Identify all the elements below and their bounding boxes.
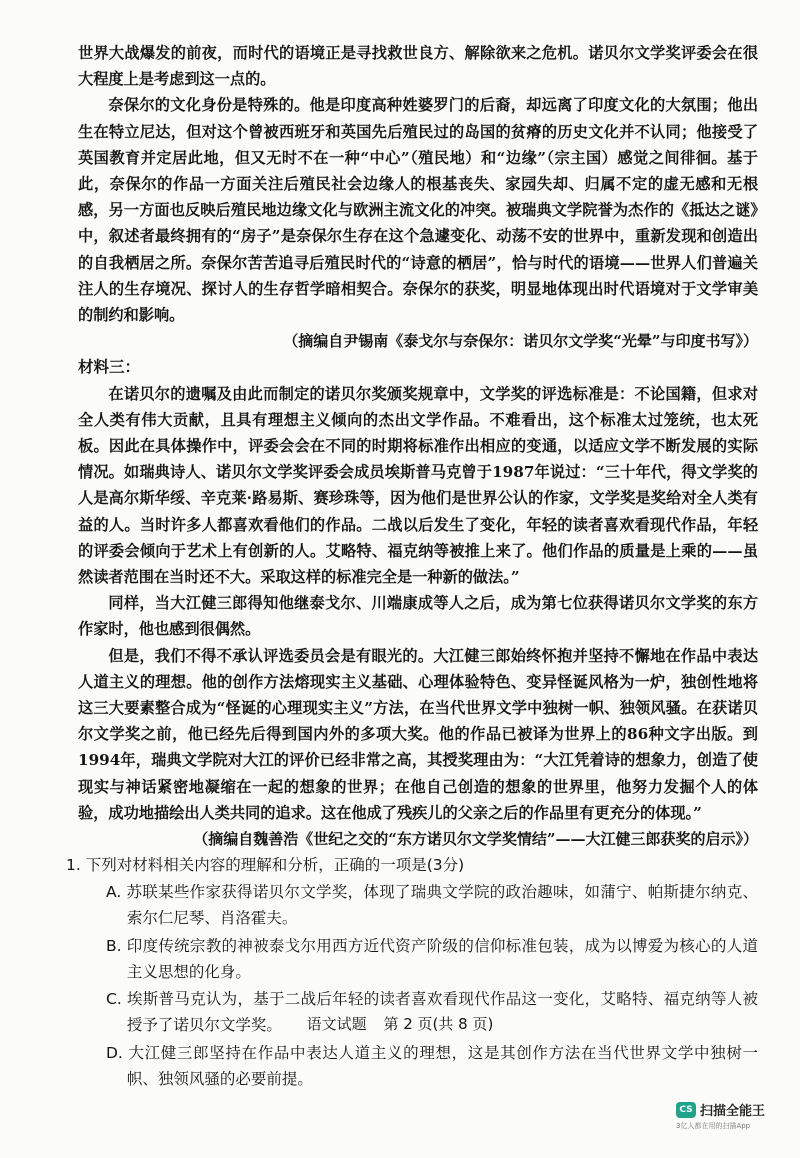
question-1 bbox=[66, 852, 758, 1092]
passage-paragraph-1: 世界大战爆发的前夜，而时代的语境正是寻找救世良方、解除欲来之危机。诺贝尔文学奖评委会在很大程度上是考虑到这一点的。 bbox=[78, 44, 758, 89]
exam-page bbox=[66, 40, 758, 1093]
footer-subject: 语文试题 bbox=[306, 1015, 367, 1033]
footer-page-number: 第 2 页(共 8 页) bbox=[383, 1015, 494, 1033]
material-three-heading: 材料三： bbox=[78, 357, 141, 377]
option-b: B. 印度传统宗教的神被泰戈尔用西方近代资产阶级的信仰标准包装，成为以博爱为核心的人道主义思想的化身。 bbox=[106, 936, 758, 981]
option-c: C. 埃斯普马克认为，基于二战后年轻的读者喜欢看现代作品这一变化，艾略特、福克纳等人被授予了诺贝尔文学奖。 bbox=[106, 990, 758, 1035]
source-citation-2: （摘编自魏善浩《世纪之交的“东方诺贝尔文学奖情结”——大江健三郎获奖的启示》） bbox=[193, 830, 758, 849]
source-citation-1: （摘编自尹锡南《泰戈尔与奈保尔：诺贝尔文学奖“光晕”与印度书写》） bbox=[283, 332, 758, 351]
option-d: D. 大江健三郎坚持在作品中表达人道主义的理想，这是其创作方法在当代世界文学中独树一帜、独领风骚的必要前提。 bbox=[106, 1044, 758, 1088]
passage-paragraph-4: 同样，当大江健三郎得知他继泰戈尔、川端康成等人之后，成为第七位获得诺贝尔文学奖的东方作家时，他也感到很偶然。 bbox=[78, 594, 758, 639]
watermark-name: 扫描全能王 bbox=[700, 1104, 766, 1119]
camscanner-logo-icon: CS bbox=[676, 1102, 696, 1118]
option-a: A. 苏联某些作家获得诺贝尔文学奖，体现了瑞典文学院的政治趣味，如蒲宁、帕斯捷尔纳克、索尔仁尼琴、肖洛霍夫。 bbox=[106, 883, 758, 928]
question-stem: 1. 下列对材料相关内容的理解和分析，正确的一项是(3分) bbox=[66, 856, 465, 875]
passage-paragraph-2: 奈保尔的文化身份是特殊的。他是印度高种姓婆罗门的后裔，却远离了印度文化的大氛围；他出生在特立尼达，但对这个曾被西班牙和英国先后殖民过的岛国的贫瘠的历史文化并不认同；他接受了英国教育并定居此地，但又无时不在一种“中心”（殖民地）和“边缘”（宗主国）感觉之间徘徊。基于此，奈保尔的作品一方面关注后殖民社会边缘人的根基丧失、家园失却、归属不定的虚无感和无根感，另一方面也反映后殖民地边缘文化与欧洲主流文化的冲突。被瑞典文学院誉为杰作的《抵达之谜》中，叙述者最终拥有的“房子”是奈保尔生存在这个急遽变化、动荡不安的世界中，重新发现和创造出的自我栖居之所。奈保尔苦苦追寻后殖民时代的“诗意的栖居”，恰与时代的语境——世界人们普遍关注人的生存境况、探讨人的生存哲学暗相契合。奈保尔的获奖，明显地体现出时代语境对于文学审美的制约和影响。 bbox=[78, 96, 758, 325]
passage-paragraph-3: 在诺贝尔的遗嘱及由此而制定的诺贝尔奖颁奖规章中，文学奖的评选标准是：不论国籍，但求对全人类有伟大贡献，且具有理想主义倾向的杰出文学作品。不难看出，这个标准太过笼统，也太死板。因此在具体操作中，评委会会在不同的时期将标准作出相应的变通，以适应文学不断发展的实际情况。如瑞典诗人、诺贝尔文学奖评委会成员埃斯普马克曾于1987年说过：“三十年代，得文学奖的人是高尔斯华绥、辛克莱·路易斯、赛珍珠等，因为他们是世界公认的作家，文学奖是奖给对全人类有益的人。当时许多人都喜欢看他们的作品。二战以后发生了变化，年轻的读者喜欢看现代作品，年轻的评委会倾向于艺术上有创新的人。艾略特、福克纳等被推上来了。他们作品的质量是上乘的——虽然读者范围在当时还不大。采取这样的标准完全是一种新的做法。” bbox=[78, 384, 758, 587]
watermark-tagline: 3亿人都在用的扫描App bbox=[676, 1122, 751, 1130]
page-footer bbox=[0, 1013, 800, 1034]
scanner-watermark bbox=[676, 1100, 786, 1131]
passage-paragraph-5: 但是，我们不得不承认评选委员会是有眼光的。大江健三郎始终怀抱并坚持不懈地在作品中表达人道主义的理想。他的创作方法熔现实主义基础、心理体验特色、变异怪诞风格为一炉，独创性地将这三大要素整合成为“怪诞的心理现实主义”方法，在当代世界文学中独树一帜、独领风骚。在获诺贝尔文学奖之前，他已经先后得到国内外的多项大奖。他的作品已被译为世界上的86种文字出版。到1994年，瑞典文学院对大江的评价已经非常之高，其授奖理由为：“大江凭着诗的想象力，创造了使现实与神话紧密地凝缩在一起的想象的世界；在他自己创造的想象的世界里，他努力发掘个人的体验，成功地描绘出人类共同的追求。这在他成了残疾儿的父亲之后的作品里有更充分的体现。” bbox=[78, 646, 758, 822]
